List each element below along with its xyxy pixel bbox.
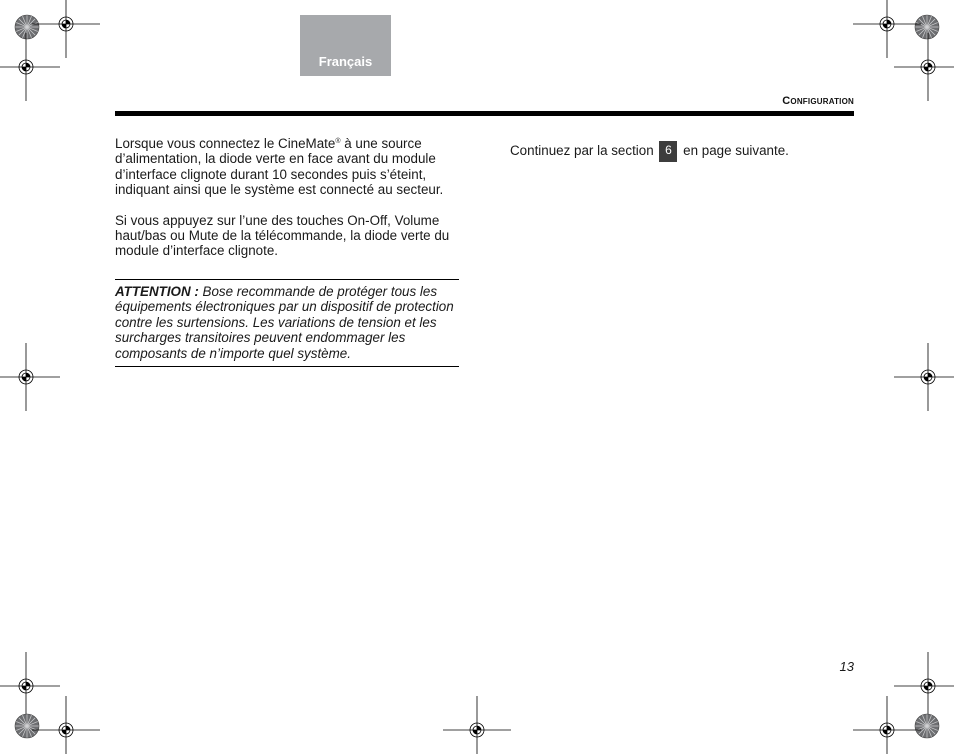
paragraph-power-text-start: Lorsque vous connectez le CineMate [115,136,336,151]
continue-text-end: en page suivante. [683,143,789,158]
crosshair-registration-icon [894,33,954,101]
crosshair-registration-icon [443,696,511,754]
starburst-registration-icon [915,714,939,738]
caution-text: Bose recommande de protéger tous les équipements électroniques par un dispositif de protection contre les surtensions. Les variations de tension et les surcharges transitoires peuvent endommager les composants de n’importe quel système. [115,284,454,361]
crosshair-registration-icon [0,33,60,101]
starburst-registration-icon [15,714,39,738]
paragraph-power [115,136,459,198]
starburst-registration-icon [915,15,939,39]
crosshair-registration-icon [894,652,954,720]
language-tab [300,15,391,76]
continue-text-start: Continuez par la section [510,143,654,158]
paragraph-remote: Si vous appuyez sur l’une des touches On-Off, Volume haut/bas ou Mute de la télécommande, la diode verte du module d’interface clignote. [115,212,450,259]
crosshair-registration-icon [853,0,921,58]
language-label: Français [318,54,373,69]
left-column [115,136,459,274]
header-rule [115,111,854,116]
caution-box [115,279,459,367]
right-column [510,141,854,162]
registered-mark: ® [335,138,341,145]
crosshair-registration-icon [0,652,60,720]
section-title: Configuration [782,95,854,107]
crosshair-registration-icon [894,343,954,411]
crosshair-registration-icon [0,343,60,411]
crosshair-registration-icon [853,696,921,754]
crosshair-registration-icon [32,0,100,58]
page-number: 13 [839,659,854,674]
caution-label: ATTENTION : [115,284,199,299]
starburst-registration-icon [15,15,39,39]
paragraph-power-text-end: à une source d’alimentation, la diode verte en face avant du module d’interface clignote durant 10 secondes puis s’éteint, indiquant ainsi que le système est connecté au secteur. [115,136,444,198]
section-number-badge: 6 [659,141,677,162]
crosshair-registration-icon [32,696,100,754]
